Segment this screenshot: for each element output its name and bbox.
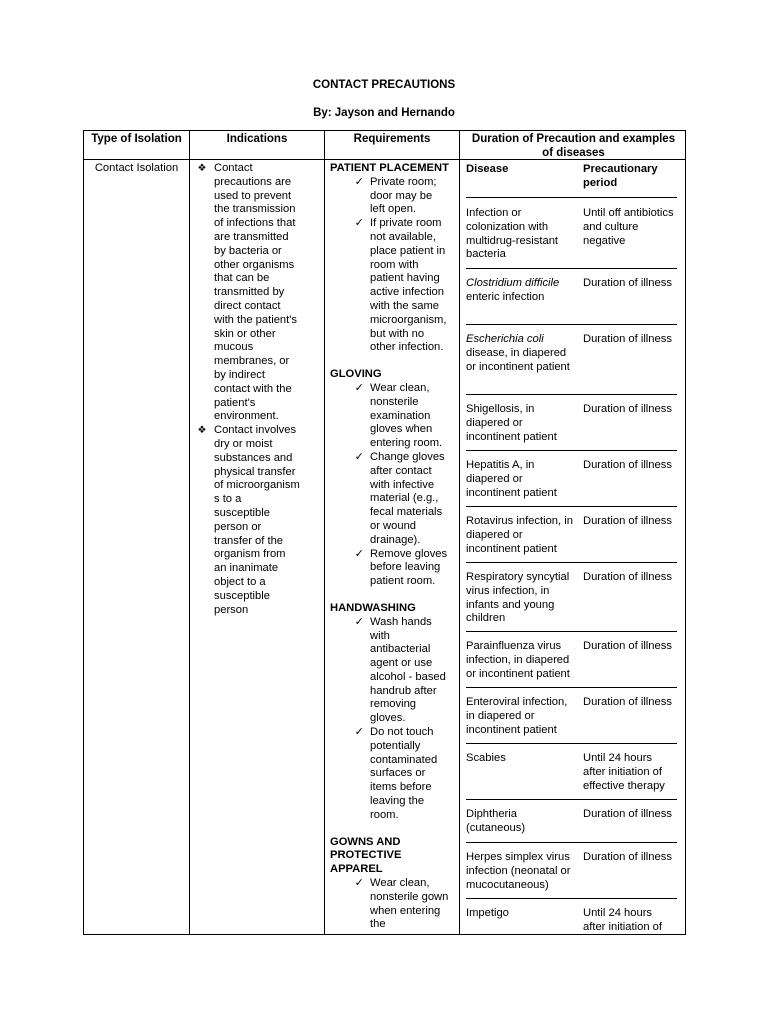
type-cell: Contact Isolation [94, 162, 179, 174]
requirement-item [330, 382, 455, 451]
precaution-period: Duration of illness [583, 403, 672, 415]
requirement-item [330, 548, 455, 589]
row-divider [466, 842, 677, 843]
requirements-list [330, 162, 455, 932]
period-header: Precautionary period [583, 163, 658, 189]
row-divider [466, 799, 677, 800]
checkmark-icon: ✓ [354, 175, 364, 188]
disease-italic: Clostridium difficile [466, 277, 560, 289]
requirement-item [330, 217, 455, 355]
requirement-section-heading: HANDWASHING [330, 601, 416, 614]
disease-name [466, 459, 578, 500]
precaution-period: Duration of illness [583, 515, 672, 527]
disease-text: enteric infection [466, 290, 545, 303]
disease-name [466, 907, 578, 921]
requirement-text: Remove gloves before leaving patient room. [370, 547, 448, 588]
indications-column [190, 131, 324, 934]
row-divider [466, 631, 677, 632]
row-divider [466, 394, 677, 395]
disease-text: Diphtheria (cutaneous) [466, 808, 526, 834]
requirement-text: If private room not available, place patient in room with patient having active infection with the same microorganism, but with no other infection. [370, 217, 447, 354]
disease-text: Scabies [466, 752, 506, 764]
row-divider [466, 562, 677, 563]
disease-text: Hepatitis A, in diapered or incontinent patient [466, 459, 557, 499]
disease-name [466, 403, 578, 444]
precaution-period: Duration of illness [583, 459, 672, 471]
disease-name [466, 752, 578, 766]
duration-column [460, 131, 685, 934]
requirement-text: Do not touch potentially contaminated surfaces or items before leaving the room. [370, 726, 438, 821]
type-column [84, 131, 189, 934]
requirement-text: Wear clean, nonsterile gown when entering the [370, 877, 449, 931]
page-subtitle: By: Jayson and Hernando [313, 107, 455, 119]
checkmark-icon: ✓ [354, 381, 364, 394]
disease-name [466, 696, 578, 737]
row-divider [466, 197, 677, 198]
requirement-text: Private room; door may be left open. [370, 175, 437, 216]
disease-text: Parainfluenza virus infection, in diapered or incontinent patient [466, 640, 570, 680]
disease-text: Respiratory syncytial virus infection, in infants and young children [466, 571, 570, 625]
disease-name [466, 333, 578, 374]
row-divider [466, 898, 677, 899]
row-divider [466, 324, 677, 325]
disease-name [466, 571, 578, 626]
disease-text: Impetigo [466, 907, 509, 919]
disease-text: Herpes simplex virus infection (neonatal or mucocutaneous) [466, 851, 571, 891]
requirement-section-heading: PATIENT PLACEMENT [330, 162, 449, 174]
requirement-section-heading: GOWNS AND PROTECTIVE APPAREL [330, 835, 402, 876]
requirement-item [330, 451, 455, 548]
type-header: Type of Isolation [91, 133, 182, 145]
precaution-period: Duration of illness [583, 640, 672, 652]
precaution-period: Duration of illness [583, 851, 672, 863]
indication-text: Contact precautions are used to prevent the transmission of infections that are transmitted by bacteria or other organisms that can be transmitted by direct contact with the patient's skin or other mucous membranes, or by indirect contact with the patient's environment. [214, 162, 297, 423]
disease-text: Rotavirus infection, in diapered or incontinent patient [466, 515, 573, 555]
checkmark-icon: ✓ [354, 877, 364, 890]
disease-italic: Escherichia coli [466, 333, 544, 345]
duration-header: Duration of Precaution and examples of diseases [471, 133, 676, 159]
row-divider [466, 268, 677, 269]
precaution-period: Duration of illness [583, 571, 672, 583]
indication-item [190, 424, 324, 617]
precautions-table [83, 130, 686, 935]
requirement-item [330, 176, 455, 217]
disease-name [466, 640, 578, 681]
requirement-item [330, 726, 455, 823]
disease-header: Disease [466, 163, 509, 175]
indications-header: Indications [226, 133, 288, 145]
precaution-period: Until off antibiotics and culture negative [583, 207, 674, 247]
precaution-period: Until 24 hours after initiation of effective therapy [583, 752, 665, 792]
row-divider [466, 450, 677, 451]
precaution-period: Duration of illness [583, 333, 672, 345]
disease-name [466, 808, 578, 836]
disease-text: Shigellosis, in diapered or incontinent patient [466, 403, 557, 443]
requirements-column [325, 131, 459, 934]
checkmark-icon: ✓ [354, 450, 364, 463]
page-title: CONTACT PRECAUTIONS [312, 79, 456, 91]
diamond-bullet-icon: ❖ [197, 163, 207, 174]
requirement-section-heading: GLOVING [330, 368, 382, 381]
disease-name [466, 277, 578, 305]
row-divider [466, 506, 677, 507]
requirement-item [330, 877, 455, 932]
disease-text: disease, in diapered or incontinent patient [466, 346, 570, 373]
disease-name [466, 851, 578, 892]
disease-name [466, 515, 578, 556]
checkmark-icon: ✓ [354, 615, 364, 628]
indication-text: Contact involves dry or moist substances and physical transfer of microorganism s to a susceptible person or transfer of the organism from an inanimate object to a susceptible person [214, 424, 300, 616]
disease-text: Infection or colonization with multidrug-resistant bacteria [466, 207, 559, 261]
requirement-text: Wash hands with antibacterial agent or use alcohol - based handrub after removing gloves. [370, 615, 446, 725]
checkmark-icon: ✓ [354, 547, 364, 560]
row-divider [466, 743, 677, 744]
disease-name [466, 207, 578, 262]
precaution-period: Duration of illness [583, 277, 672, 289]
requirement-item [330, 616, 455, 726]
precaution-period: Until 24 hours after initiation of [583, 907, 662, 933]
precaution-period: Duration of illness [583, 696, 672, 708]
indications-list [197, 162, 324, 617]
row-divider [466, 687, 677, 688]
disease-text: Enteroviral infection, in diapered or incontinent patient [466, 696, 568, 736]
checkmark-icon: ✓ [354, 726, 364, 739]
requirement-text: Wear clean, nonsterile examination gloves when entering room. [370, 381, 443, 450]
requirements-header: Requirements [353, 133, 431, 145]
checkmark-icon: ✓ [354, 217, 364, 230]
indication-item [190, 162, 324, 424]
requirement-text: Change gloves after contact with infective material (e.g., fecal materials or wound drainage). [370, 450, 445, 546]
precaution-period: Duration of illness [583, 808, 672, 820]
diamond-bullet-icon: ❖ [197, 425, 207, 437]
